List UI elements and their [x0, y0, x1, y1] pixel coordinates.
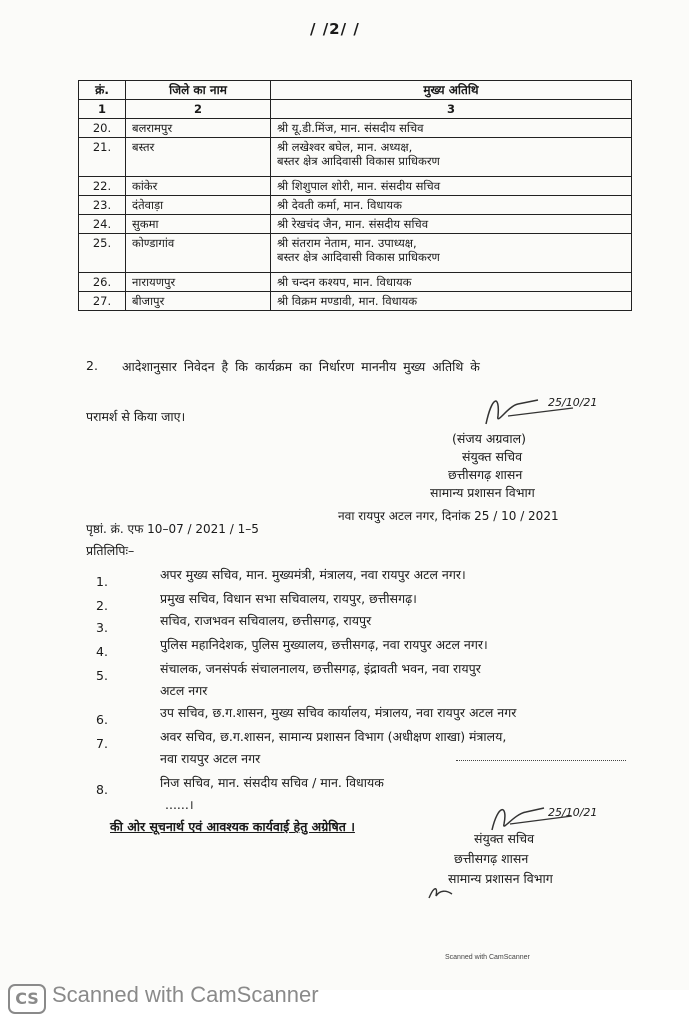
signature-date-1: 25/10/21	[548, 396, 598, 409]
row-chief-guest	[271, 273, 632, 292]
district-guest-table	[78, 80, 632, 311]
signature-date-2: 25/10/21	[548, 806, 598, 819]
column-number-row	[79, 100, 632, 119]
copy-recipient-line: अपर मुख्य सचिव, मान. मुख्यमंत्री, मंत्रालय, नवा रायपुर अटल नगर।	[160, 567, 466, 582]
table-row	[79, 119, 632, 138]
copy-recipient-line: पुलिस महानिदेशक, पुलिस मुख्यालय, छत्तीसगढ़, नवा रायपुर अटल नगर।	[160, 637, 488, 652]
copy-to-label: प्रतिलिपिः–	[86, 543, 135, 558]
table-row	[79, 177, 632, 196]
guest-line: श्री शिशुपाल शोरी, मान. संसदीय सचिव	[277, 179, 441, 193]
guest-line: श्री चन्दन कश्यप, मान. विधायक	[277, 275, 412, 289]
signatory-govt-1: छत्तीसगढ़ शासन	[448, 467, 523, 482]
forward-note: की ओर सूचनार्थ एवं आवश्यक कार्यवाई हेतु अग्रेषित ।	[110, 819, 355, 834]
header-serial: क्रं.	[79, 81, 126, 100]
signatory-dept-1: सामान्य प्रशासन विभाग	[430, 485, 535, 500]
table-row	[79, 234, 632, 273]
copy-number: 2.	[96, 598, 108, 613]
copy-recipient-line: नवा रायपुर अटल नगर	[160, 751, 261, 766]
para2-line2: परामर्श से किया जाए।	[86, 409, 186, 424]
row-serial: 24.	[79, 215, 126, 234]
page-number: / /2/ /	[310, 20, 360, 38]
row-chief-guest	[271, 119, 632, 138]
copy-recipient-line: अवर सचिव, छ.ग.शासन, सामान्य प्रशासन विभाग (अधीक्षण शाखा) मंत्रालय,	[160, 729, 507, 744]
copy-number: 6.	[96, 712, 108, 727]
signatory-title-1: संयुक्त सचिव	[462, 449, 523, 464]
row-serial: 21.	[79, 138, 126, 177]
copy-number: 5.	[96, 668, 108, 683]
table-row	[79, 273, 632, 292]
row-district: बस्तर	[126, 138, 271, 177]
row-district: बीजापुर	[126, 292, 271, 311]
row-serial: 22.	[79, 177, 126, 196]
copy-number: 4.	[96, 644, 108, 659]
copy-recipient-line: संचालक, जनसंपर्क संचालनालय, छत्तीसगढ़, इंद्रावती भवन, नवा रायपुर	[160, 661, 481, 676]
copy-recipient-line: ......।	[165, 797, 194, 812]
dotted-line	[456, 760, 626, 761]
guest-line: श्री संतराम नेताम, मान. उपाध्यक्ष,	[277, 236, 417, 250]
copy-number: 1.	[96, 574, 108, 589]
copy-number: 7.	[96, 736, 108, 751]
para2-line1: आदेशानुसार निवेदन है कि कार्यक्रम का निर्धारण माननीय मुख्य अतिथि के	[122, 359, 480, 374]
signatory-title-2: संयुक्त सचिव	[474, 831, 535, 846]
initials-scribble	[426, 884, 456, 904]
para2-number: 2.	[86, 358, 98, 373]
guest-line: बस्तर क्षेत्र आदिवासी विकास प्राधिकरण	[277, 154, 440, 168]
scanner-watermark-text: Scanned with CamScanner	[52, 982, 319, 1007]
row-serial: 26.	[79, 273, 126, 292]
place-and-date: नवा रायपुर अटल नगर, दिनांक 25 / 10 / 2021	[338, 509, 559, 523]
table-row	[79, 215, 632, 234]
signatory-name: (संजय अग्रवाल)	[452, 431, 526, 446]
guest-line: श्री देवती कर्मा, मान. विधायक	[277, 198, 402, 212]
copy-number: 3.	[96, 620, 108, 635]
row-chief-guest	[271, 138, 632, 177]
copy-recipient-line: प्रमुख सचिव, विधान सभा सचिवालय, रायपुर, छत्तीसगढ़।	[160, 591, 417, 606]
col-number-3: 3	[271, 100, 632, 119]
row-chief-guest	[271, 196, 632, 215]
guest-line: बस्तर क्षेत्र आदिवासी विकास प्राधिकरण	[277, 250, 440, 264]
table-row	[79, 292, 632, 311]
copy-recipient-line: उप सचिव, छ.ग.शासन, मुख्य सचिव कार्यालय, मंत्रालय, नवा रायपुर अटल नगर	[160, 705, 517, 720]
header-chief-guest: मुख्य अतिथि	[271, 81, 632, 100]
copy-recipient-line: सचिव, राजभवन सचिवालय, छत्तीसगढ़, रायपुर	[160, 613, 372, 628]
header-district: जिले का नाम	[126, 81, 271, 100]
reference-number: पृष्ठां. क्रं. एफ 10–07 / 2021 / 1–5	[86, 522, 259, 536]
copy-recipient-line: निज सचिव, मान. संसदीय सचिव / मान. विधायक	[160, 775, 384, 790]
row-district: सुकमा	[126, 215, 271, 234]
row-district: बलरामपुर	[126, 119, 271, 138]
row-serial: 25.	[79, 234, 126, 273]
scanner-caption-small: Scanned with CamScanner	[445, 954, 530, 961]
row-chief-guest	[271, 292, 632, 311]
table-header-row	[79, 81, 632, 100]
signatory-dept-2: सामान्य प्रशासन विभाग	[448, 871, 553, 886]
row-district: कोण्डागांव	[126, 234, 271, 273]
copy-recipient-line: अटल नगर	[160, 683, 208, 698]
guest-line: श्री रेखचंद जैन, मान. संसदीय सचिव	[277, 217, 429, 231]
camscanner-logo-icon: CS	[8, 984, 46, 1014]
row-serial: 20.	[79, 119, 126, 138]
col-number-1: 1	[79, 100, 126, 119]
row-district: कांकेर	[126, 177, 271, 196]
row-district: नारायणपुर	[126, 273, 271, 292]
signatory-govt-2: छत्तीसगढ़ शासन	[454, 851, 529, 866]
guest-line: श्री लखेश्वर बघेल, मान. अध्यक्ष,	[277, 140, 413, 154]
guest-line: श्री यू.डी.मिंज, मान. संसदीय सचिव	[277, 121, 424, 135]
row-serial: 27.	[79, 292, 126, 311]
guest-line: श्री विक्रम मण्डावी, मान. विधायक	[277, 294, 418, 308]
row-serial: 23.	[79, 196, 126, 215]
row-district: दंतेवाड़ा	[126, 196, 271, 215]
copy-number: 8.	[96, 782, 108, 797]
row-chief-guest	[271, 234, 632, 273]
col-number-2: 2	[126, 100, 271, 119]
table-row	[79, 196, 632, 215]
row-chief-guest	[271, 177, 632, 196]
table-row	[79, 138, 632, 177]
row-chief-guest	[271, 215, 632, 234]
